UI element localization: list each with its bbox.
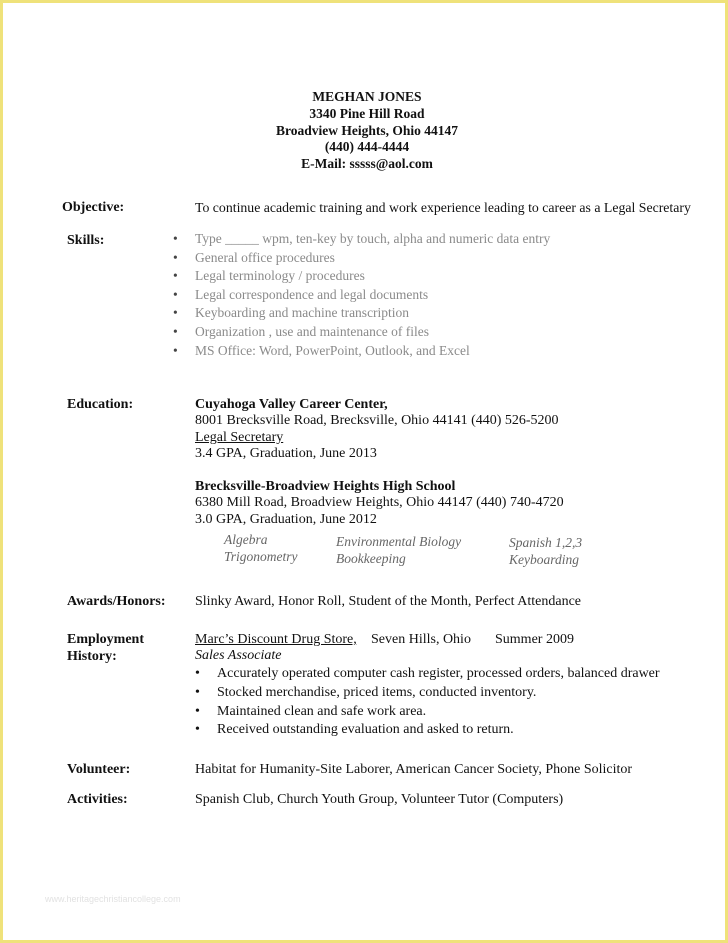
school-address: 6380 Mill Road, Broadview Heights, Ohio 44147 (440) 740-4720 <box>195 495 564 510</box>
list-item: • MS Office: Word, PowerPoint, Outlook, and Excel <box>173 342 550 361</box>
course-item: Environmental Biology <box>336 534 462 549</box>
phone-number: (440) 444-4444 <box>324 139 410 155</box>
courses-column-3 <box>509 535 582 568</box>
course-item: Bookkeeping <box>336 550 406 566</box>
program-name: Legal Secretary <box>195 430 284 445</box>
course-item: Algebra <box>224 532 268 547</box>
list-item: • General office procedures <box>173 249 550 268</box>
list-item: • Keyboarding and machine transcription <box>173 304 550 323</box>
street-address: 3340 Pine Hill Road <box>309 105 425 121</box>
list-item: • Received outstanding evaluation and asked to return. <box>195 721 660 740</box>
job-title: Sales Associate <box>195 648 282 663</box>
email-address: E-Mail: sssss@aol.com <box>301 156 433 172</box>
objective-text: To continue academic training and work experience leading to career as a Legal Secretary <box>195 200 691 215</box>
list-item: • Legal terminology / procedures <box>173 267 550 286</box>
activities-text: Spanish Club, Church Youth Group, Volunteer Tutor (Computers) <box>195 792 564 807</box>
duties-list <box>195 665 660 740</box>
awards-text: Slinky Award, Honor Roll, Student of the Month, Perfect Attendance <box>195 594 581 609</box>
volunteer-label: Volunteer: <box>67 762 131 777</box>
list-item: • Maintained clean and safe work area. <box>195 703 660 722</box>
activities-label: Activities: <box>67 792 128 807</box>
list-item: • Legal correspondence and legal documents <box>173 286 550 305</box>
objective-label: Objective: <box>62 200 125 215</box>
education-label: Education: <box>67 397 134 412</box>
school-detail: 3.4 GPA, Graduation, June 2013 <box>195 446 377 461</box>
employment-label-line: Employment <box>67 632 144 647</box>
course-item: Spanish 1,2,3 <box>509 535 583 550</box>
course-item: Keyboarding <box>509 551 579 567</box>
employment-label-line: History: <box>67 648 117 664</box>
awards-label: Awards/Honors: <box>67 594 166 609</box>
resume-header <box>3 89 728 173</box>
skills-list <box>173 230 550 360</box>
school-address: 8001 Brecksville Road, Brecksville, Ohio 44141 (440) 526-5200 <box>195 413 559 428</box>
list-item: • Stocked merchandise, priced items, conducted inventory. <box>195 684 660 703</box>
list-item: • Organization , use and maintenance of files <box>173 323 550 342</box>
candidate-name: MEGHAN JONES <box>312 89 422 104</box>
school-detail: 3.0 GPA, Graduation, June 2012 <box>195 512 377 527</box>
list-item: • Accurately operated computer cash register, processed orders, balanced drawer <box>195 665 660 684</box>
city-state-zip: Broadview Heights, Ohio 44147 <box>275 122 458 138</box>
courses-column-2 <box>336 534 461 567</box>
list-item: • Type _____ wpm, ten-key by touch, alpha and numeric data entry <box>173 230 550 249</box>
courses-column-1 <box>224 532 298 565</box>
school-name: Brecksville-Broadview Heights High School <box>195 479 456 494</box>
employer-location: Seven Hills, Ohio <box>371 632 471 647</box>
volunteer-text: Habitat for Humanity-Site Laborer, American Cancer Society, Phone Solicitor <box>195 762 633 777</box>
employer-name: Marc’s Discount Drug Store, <box>195 632 357 647</box>
watermark-text: www.heritagechristiancollege.com <box>45 894 181 904</box>
employment-label <box>67 632 144 665</box>
course-item: Trigonometry <box>224 548 298 564</box>
skills-label: Skills: <box>67 233 105 248</box>
employment-date: Summer 2009 <box>495 632 574 647</box>
school-name: Cuyahoga Valley Career Center, <box>195 397 388 412</box>
